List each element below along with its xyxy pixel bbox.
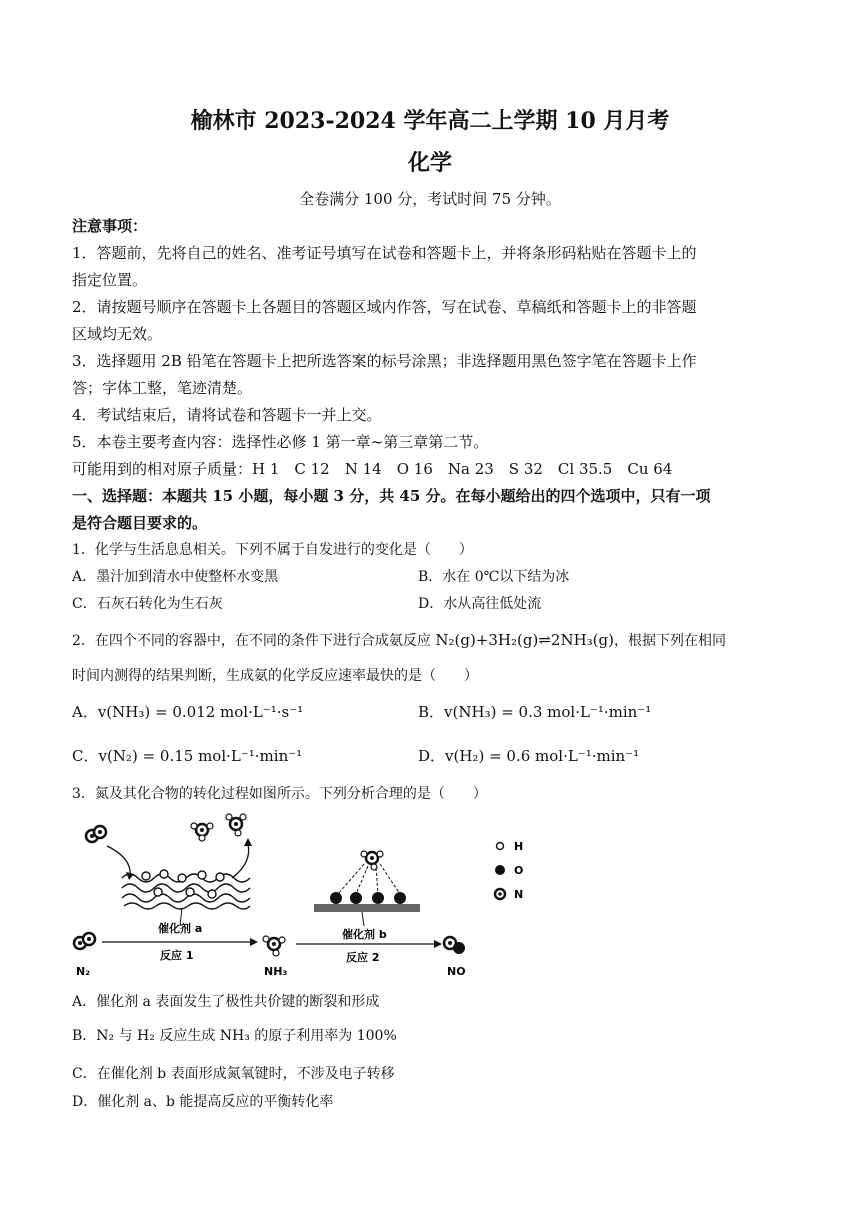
q2-eq-left: N₂(g)+3H₂(g) bbox=[435, 631, 539, 649]
q2-stem-line2: 时间内测得的结果判断，生成氨的化学反应速率最快的是（ ） bbox=[72, 668, 478, 684]
reaction2-label: 反应 2 bbox=[346, 951, 380, 964]
q2-stem-post: ，根据下列在相同 bbox=[613, 633, 726, 649]
q1-stem: 1．化学与生活息息相关。下列不属于自发进行的变化是（ ） bbox=[72, 542, 473, 558]
q3-option-c: C．在催化剂 b 表面形成氮氧键时，不涉及电子转移 bbox=[72, 1066, 395, 1082]
notice-item: 4．考试结束后，请将试卷和答题卡一并上交。 bbox=[72, 406, 382, 424]
n2-molecule-icon bbox=[86, 826, 106, 842]
q3-stem: 3．氮及其化合物的转化过程如图所示。下列分析合理的是（ ） bbox=[72, 786, 487, 802]
no-molecule-icon bbox=[444, 937, 465, 954]
q1-option-b: B．水在 0℃以下结为冰 bbox=[418, 569, 570, 585]
notice-item: 1．答题前，先将自己的姓名、准考证号填写在试卷和答题卡上，并将条形码粘贴在答题卡上的 bbox=[72, 244, 697, 262]
catalyst-b-surface bbox=[314, 904, 420, 912]
nh3-molecule-icon bbox=[191, 823, 213, 841]
arrow-out-icon bbox=[232, 844, 249, 878]
hydrogen-legend-icon bbox=[497, 843, 504, 850]
q1-option-d: D．水从高往低处流 bbox=[418, 596, 542, 612]
oxygen-atoms bbox=[330, 892, 406, 904]
notice-item: 3．选择题用 2B 铅笔在答题卡上把所选答案的标号涂黑；非选择题用黑色签字笔在答题卡上作 bbox=[72, 352, 697, 370]
reaction1-label: 反应 1 bbox=[160, 949, 194, 962]
n2-label: N₂ bbox=[76, 965, 91, 978]
legend bbox=[495, 840, 523, 901]
notice-item: 2．请按题号顺序在答题卡上各题目的答题区域内作答，写在试卷、草稿纸和答题卡上的非答题 bbox=[72, 298, 697, 316]
q2-eq-right: 2NH₃(g) bbox=[550, 631, 614, 649]
nh3-label: NH₃ bbox=[264, 965, 288, 978]
notice-item: 5．本卷主要考查内容：选择性必修 1 第一章~第三章第二节。 bbox=[72, 433, 489, 451]
q2-stem-pre: 2．在四个不同的容器中，在不同的条件下进行合成氨反应 bbox=[72, 633, 431, 649]
legend-label: N bbox=[514, 888, 524, 901]
subject-title: 化学 bbox=[407, 150, 452, 176]
pointer-line bbox=[362, 912, 364, 926]
arrowhead-icon bbox=[244, 838, 252, 846]
n2-bottom-icon bbox=[74, 933, 95, 949]
nh3-on-b-icon bbox=[361, 851, 383, 870]
q2-option-b: B．v(NH₃) = 0.3 mol·L⁻¹·min⁻¹ bbox=[418, 703, 652, 721]
arrowhead-icon bbox=[250, 938, 258, 946]
dashed-bonds bbox=[338, 864, 400, 894]
notice-item: 区域均无效。 bbox=[72, 325, 163, 343]
section-heading-cont: 是符合题目要求的。 bbox=[72, 514, 208, 532]
q3-option-a: A．催化剂 a 表面发生了极性共价键的断裂和形成 bbox=[72, 994, 380, 1010]
section-heading: 一、选择题：本题共 15 小题，每小题 3 分，共 45 分。在每小题给出的四个选项中，只有一项 bbox=[72, 487, 711, 505]
arrowhead-icon bbox=[434, 940, 442, 948]
catalyst-a-label: 催化剂 a bbox=[158, 922, 203, 935]
q2-stem bbox=[72, 630, 726, 651]
equilibrium-arrow: ⇌ bbox=[538, 631, 551, 649]
notice-item: 答；字体工整，笔迹清楚。 bbox=[72, 379, 253, 397]
exam-info: 全卷满分 100 分，考试时间 75 分钟。 bbox=[299, 190, 561, 208]
adsorbed-atoms bbox=[142, 870, 224, 898]
q2-option-c: C．v(N₂) = 0.15 mol·L⁻¹·min⁻¹ bbox=[72, 747, 303, 765]
q2-option-d: D．v(H₂) = 0.6 mol·L⁻¹·min⁻¹ bbox=[418, 747, 640, 765]
atomic-masses: 可能用到的相对原子质量：H 1 C 12 N 14 O 16 Na 23 S 32 Cl 35.5 Cu 64 bbox=[72, 460, 673, 478]
exam-title: 榆林市 2023-2024 学年高二上学期 10 月月考 bbox=[190, 108, 670, 134]
nh3-bottom-icon bbox=[263, 936, 285, 956]
q3-figure bbox=[62, 808, 542, 988]
q1-option-c: C．石灰石转化为生石灰 bbox=[72, 596, 223, 612]
q1-option-a: A．墨汁加到清水中使整杯水变黑 bbox=[72, 569, 279, 585]
catalyst-b-label: 催化剂 b bbox=[342, 928, 387, 941]
notice-item: 指定位置。 bbox=[72, 271, 148, 289]
no-label: NO bbox=[447, 965, 466, 978]
notice-heading: 注意事项： bbox=[72, 217, 148, 235]
arrow-in-icon bbox=[107, 846, 130, 876]
arrowhead-icon bbox=[126, 872, 134, 880]
q2-equation bbox=[435, 631, 614, 649]
legend-label: O bbox=[514, 864, 524, 877]
q3-option-d: D．催化剂 a、b 能提高反应的平衡转化率 bbox=[72, 1094, 334, 1110]
q2-option-a: A．v(NH₃) = 0.012 mol·L⁻¹·s⁻¹ bbox=[72, 703, 304, 721]
nh3-molecule-icon bbox=[226, 814, 246, 836]
q3-option-b: B．N₂ 与 H₂ 反应生成 NH₃ 的原子利用率为 100% bbox=[72, 1028, 397, 1044]
oxygen-legend-icon bbox=[495, 865, 505, 875]
legend-label: H bbox=[514, 840, 524, 853]
